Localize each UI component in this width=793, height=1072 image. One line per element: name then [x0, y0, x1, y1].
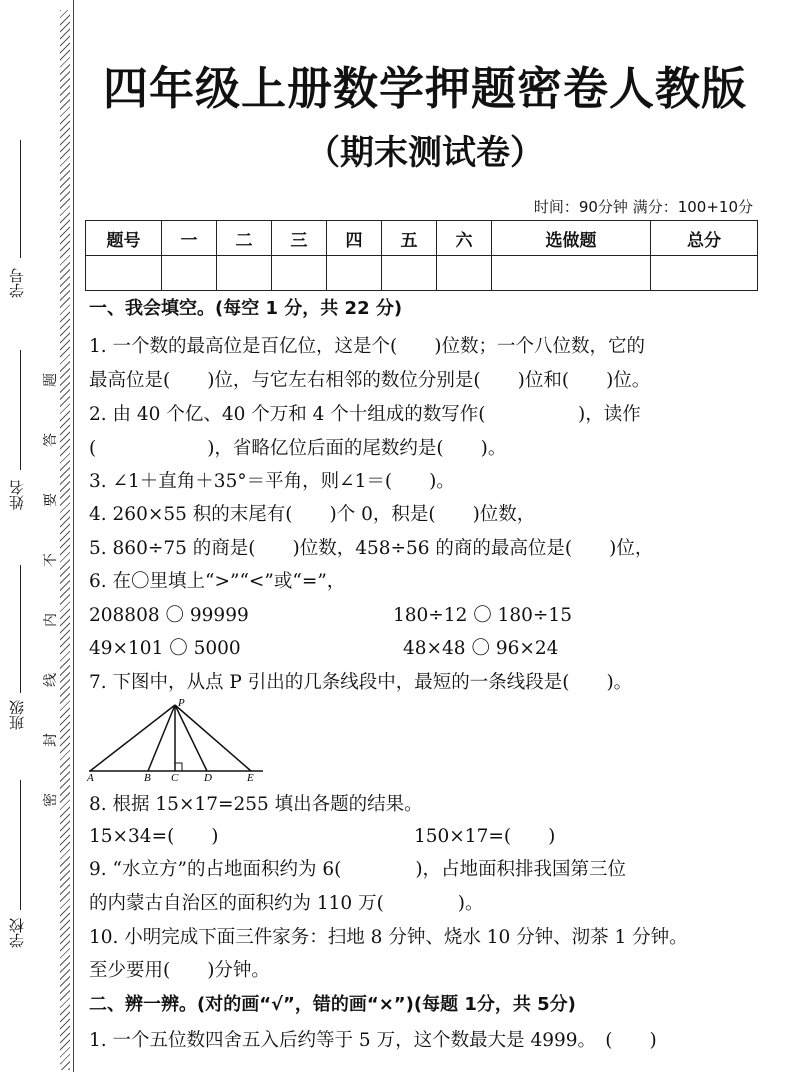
- hatch-border: [60, 10, 70, 1070]
- segment-pe: [175, 705, 251, 771]
- compare-item: 208808 〇 99999: [89, 605, 249, 626]
- student-id-line: [20, 140, 21, 258]
- question-5: 5. 860÷75 的商是( )位数，458÷56 的商的最高位是( )位，: [89, 538, 654, 559]
- question-9-line2: 的内蒙古自治区的面积约为 110 万( )。: [89, 893, 484, 914]
- question-8: 8. 根据 15×17=255 填出各题的结果。: [89, 794, 423, 815]
- point-e-label: E: [247, 772, 254, 783]
- page-title: 四年级上册数学押题密卷人教版: [102, 62, 747, 115]
- warning-char: 密: [43, 793, 59, 807]
- warning-char: 封: [43, 733, 59, 747]
- score-header-cell: 六: [437, 221, 492, 256]
- score-table: [85, 220, 758, 291]
- warning-char: 内: [43, 613, 59, 627]
- question-2-line2: ( )，省略亿位后面的尾数约是( )。: [89, 438, 507, 459]
- calc-item: 15×34=( ): [89, 826, 219, 847]
- student-id-label: 学号: [8, 268, 26, 298]
- question-1-line2: 最高位是( )位，与它左右相邻的数位分别是( )位和( )位。: [89, 370, 651, 391]
- score-value-cell[interactable]: [327, 256, 382, 291]
- compare-item: 49×101 〇 5000: [89, 638, 241, 659]
- score-table-value-row: [86, 256, 758, 291]
- margin-edge-line: [73, 0, 74, 1072]
- score-table-header-row: [86, 221, 758, 256]
- question-7: 7. 下图中，从点 P 引出的几条线段中，最短的一条线段是( )。: [89, 672, 633, 693]
- question-6: 6. 在〇里填上“>”“<”或“=”，: [89, 571, 346, 592]
- warning-char: 答: [43, 433, 59, 447]
- score-value-cell[interactable]: [650, 256, 757, 291]
- point-d-label: D: [204, 772, 212, 783]
- right-angle-mark: [175, 763, 182, 771]
- question-3: 3. ∠1＋直角＋35°＝平角，则∠1＝( )。: [89, 471, 455, 492]
- calc-item: 150×17=( ): [414, 826, 556, 847]
- score-header-cell: 五: [382, 221, 437, 256]
- class-label: 班级: [8, 700, 26, 730]
- warning-char: 不: [43, 553, 59, 567]
- question-4: 4. 260×55 积的末尾有( )个 0，积是( )位数，: [89, 504, 536, 525]
- school-label: 学校: [8, 918, 26, 948]
- score-value-cell[interactable]: [437, 256, 492, 291]
- binding-margin: [0, 0, 80, 1072]
- score-header-cell: 题号: [86, 221, 162, 256]
- segment-pd: [175, 705, 207, 771]
- score-value-cell[interactable]: [272, 256, 327, 291]
- point-c-label: C: [171, 772, 179, 783]
- score-value-cell[interactable]: [382, 256, 437, 291]
- score-header-cell: 一: [162, 221, 217, 256]
- warning-text: [40, 350, 62, 830]
- question-2-line1: 2. 由 40 个亿、40 个万和 4 个十组成的数写作( )，读作: [89, 404, 641, 425]
- score-value-cell[interactable]: [86, 256, 162, 291]
- section1-title: 一、我会填空。(每空 1 分，共 22 分): [89, 298, 403, 319]
- question-9-line1: 9. “水立方”的占地面积约为 6( )，占地面积排我国第三位: [89, 859, 627, 880]
- score-header-cell: 四: [327, 221, 382, 256]
- warning-char: 线: [43, 673, 59, 687]
- question-1-line1: 1. 一个数的最高位是百亿位，这是个( )位数；一个八位数，它的: [89, 336, 645, 357]
- warning-char: 题: [43, 373, 59, 387]
- score-header-cell: 二: [217, 221, 272, 256]
- score-value-cell[interactable]: [162, 256, 217, 291]
- warning-char: 要: [43, 493, 59, 507]
- compare-item: 48×48 〇 96×24: [403, 638, 559, 659]
- time-info: 时间：90分钟 满分：100+10分: [533, 198, 753, 216]
- score-header-cell: 三: [272, 221, 327, 256]
- page-subtitle: （期末测试卷）: [306, 133, 544, 173]
- point-b-label: B: [144, 772, 151, 783]
- question-10-line1: 10. 小明完成下面三件家务：扫地 8 分钟、烧水 10 分钟、沏茶 1 分钟。: [89, 927, 688, 948]
- name-label: 姓名: [8, 480, 26, 510]
- score-header-cell: 选做题: [492, 221, 651, 256]
- point-a-label: A: [87, 772, 94, 783]
- section2-title: 二、辨一辨。(对的画“√”，错的画“×”)(每题 1分，共 5分): [89, 994, 576, 1015]
- judge-question-1: 1. 一个五位数四舍五入后约等于 5 万，这个数最大是 4999。 ( ): [89, 1030, 657, 1051]
- score-header-cell: 总分: [650, 221, 757, 256]
- score-value-cell[interactable]: [492, 256, 651, 291]
- score-value-cell[interactable]: [217, 256, 272, 291]
- geometry-figure: [85, 695, 275, 783]
- question-10-line2: 至少要用( )分钟。: [89, 960, 270, 981]
- name-line: [20, 350, 21, 470]
- point-p-label: P: [178, 697, 185, 709]
- compare-item: 180÷12 〇 180÷15: [393, 605, 572, 626]
